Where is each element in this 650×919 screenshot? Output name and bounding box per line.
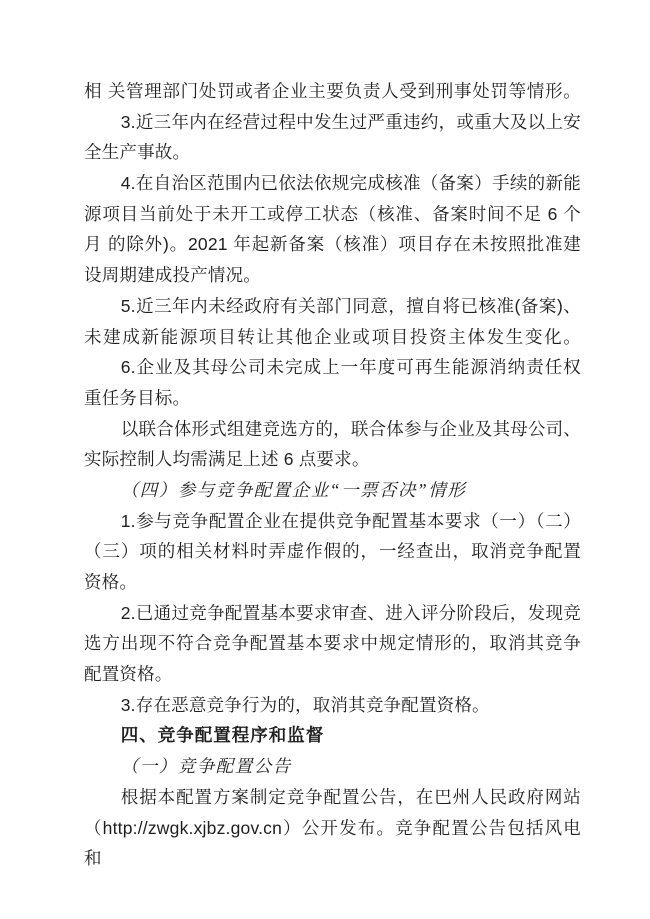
text-line: 3.近三年内在经营过程中发生过严重违约，或重大及以上安 <box>120 111 581 132</box>
text-line: 重任务目标。 <box>84 387 191 408</box>
text-line: 相 关管理部门处罚或者企业主要负责人受到刑事处罚等情形。 <box>84 81 581 101</box>
text-line: （三）项的相关材料时弄虚作假的，一经查出，取消竞争配置 <box>84 541 581 562</box>
document-body <box>84 76 581 869</box>
text-line: 实际控制人均需满足上述 6 点要求。 <box>84 449 370 470</box>
text-line: 5.近三年内未经政府有关部门同意，擅自将已核准(备案)、 <box>120 295 581 316</box>
section-heading: 四、竞争配置程序和监督 <box>120 725 325 746</box>
text-line: 6.企业及其母公司未完成上一年度可再生能源消纳责任权 <box>120 357 581 378</box>
text-line: 配置资格。 <box>84 664 173 685</box>
text-line: 3.存在恶意竞争行为的，取消其竞争配置资格。 <box>120 694 490 715</box>
text-line: 以联合体形式组建竞选方的，联合体参与企业及其母公司、 <box>120 418 581 439</box>
text-line: 根据本配置方案制定竞争配置公告，在巴州人民政府网站 <box>120 786 581 807</box>
text-line: 资格。 <box>84 572 138 592</box>
text-line: 设周期建成投产情况。 <box>84 265 261 286</box>
subsection-heading: （一）竞争配置公告 <box>120 756 292 777</box>
text-line: 1.参与竞争配置企业在提供竞争配置基本要求（一）（二） <box>120 510 581 531</box>
text-line: （http://zwgk.xjbz.gov.cn）公开发布。竞争配置公告包括风电和 <box>84 817 581 869</box>
text-line: 全生产事故。 <box>84 142 191 163</box>
text-line: 月 的除外)。2021 年起新备案（核准）项目存在未按照批准建 <box>84 234 581 255</box>
text-line: 2.已通过竞争配置基本要求审查、进入评分阶段后，发现竞 <box>120 602 581 623</box>
text-line: 源项目当前处于未开工或停工状态（核准、备案时间不足 6 个 <box>84 203 581 224</box>
text-line: 未建成新能源项目转让其他企业或项目投资主体发生变化。 <box>84 326 581 347</box>
heading-one-vote-veto: （四）参与竞争配置企业“一票否决”情形 <box>120 479 467 500</box>
text-line: 选方出现不符合竞争配置基本要求中规定情形的，取消其竞争 <box>84 633 581 654</box>
text-line: 4.在自治区范围内已依法依规完成核准（备案）手续的新能 <box>120 173 581 194</box>
